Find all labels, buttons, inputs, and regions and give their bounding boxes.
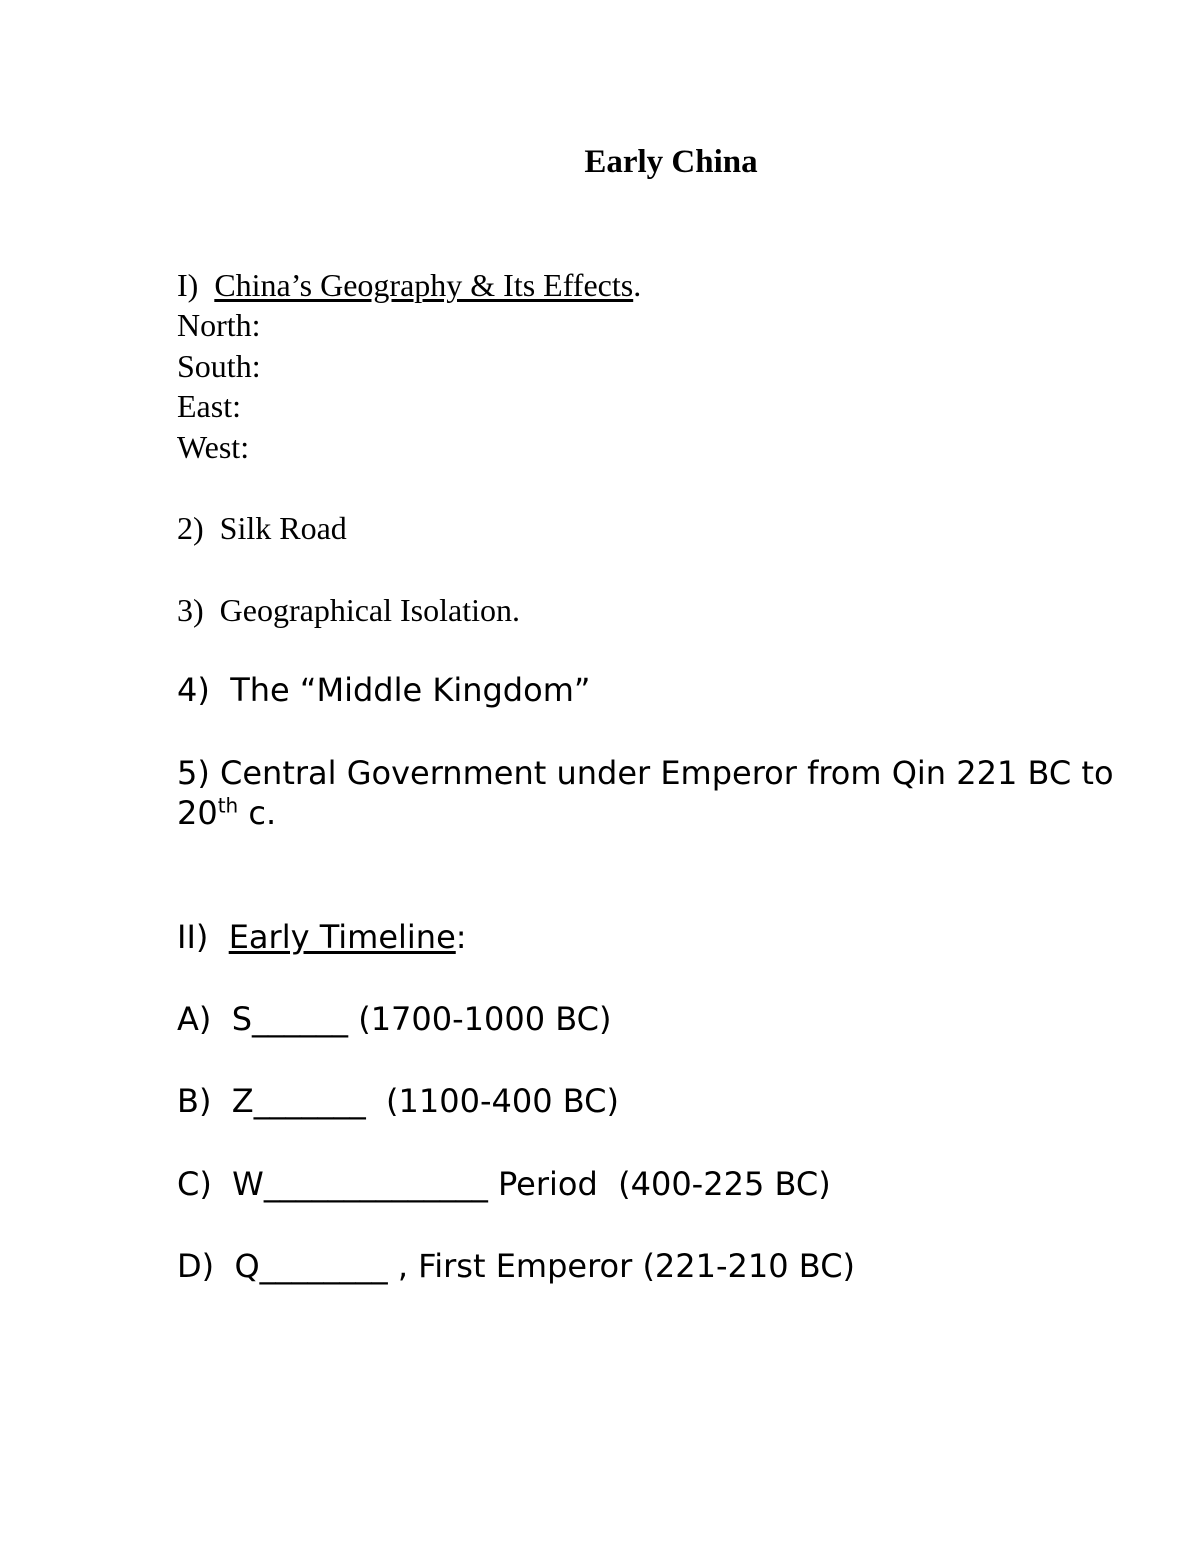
section-2-title: Early Timeline bbox=[228, 918, 456, 956]
direction-south: South: bbox=[177, 348, 261, 384]
section-2-heading bbox=[177, 917, 467, 957]
item-silk-road: 2) Silk Road bbox=[177, 510, 347, 546]
page-title: Early China bbox=[584, 144, 758, 180]
item-central-government bbox=[177, 753, 1137, 833]
direction-north: North: bbox=[177, 307, 261, 343]
timeline-entry-d: D) Q________ , First Emperor (221-210 BC) bbox=[177, 1247, 856, 1285]
section-2-numeral: II) bbox=[177, 918, 209, 956]
section-1-heading bbox=[177, 265, 641, 305]
item-geographical-isolation: 3) Geographical Isolation. bbox=[177, 592, 520, 628]
item-5-superscript: th bbox=[217, 793, 239, 818]
direction-east: East: bbox=[177, 388, 241, 424]
timeline-entry-c: C) W______________ Period (400-225 BC) bbox=[177, 1165, 831, 1203]
section-1-numeral: I) bbox=[177, 267, 199, 303]
timeline-entry-b: B) Z_______ (1100-400 BC) bbox=[177, 1082, 619, 1120]
item-5-text: 5) Central Government under Emperor from Qin 221 BC to 20 bbox=[177, 754, 1114, 832]
section-1-title: China’s Geography & Its Effects bbox=[214, 267, 634, 303]
section-2-suffix: : bbox=[455, 918, 467, 956]
timeline-entry-a: A) S______ (1700-1000 BC) bbox=[177, 1000, 612, 1038]
item-middle-kingdom: 4) The “Middle Kingdom” bbox=[177, 671, 591, 709]
direction-west: West: bbox=[177, 429, 250, 465]
item-5-end: c. bbox=[238, 794, 277, 832]
section-1-suffix: . bbox=[633, 267, 642, 303]
